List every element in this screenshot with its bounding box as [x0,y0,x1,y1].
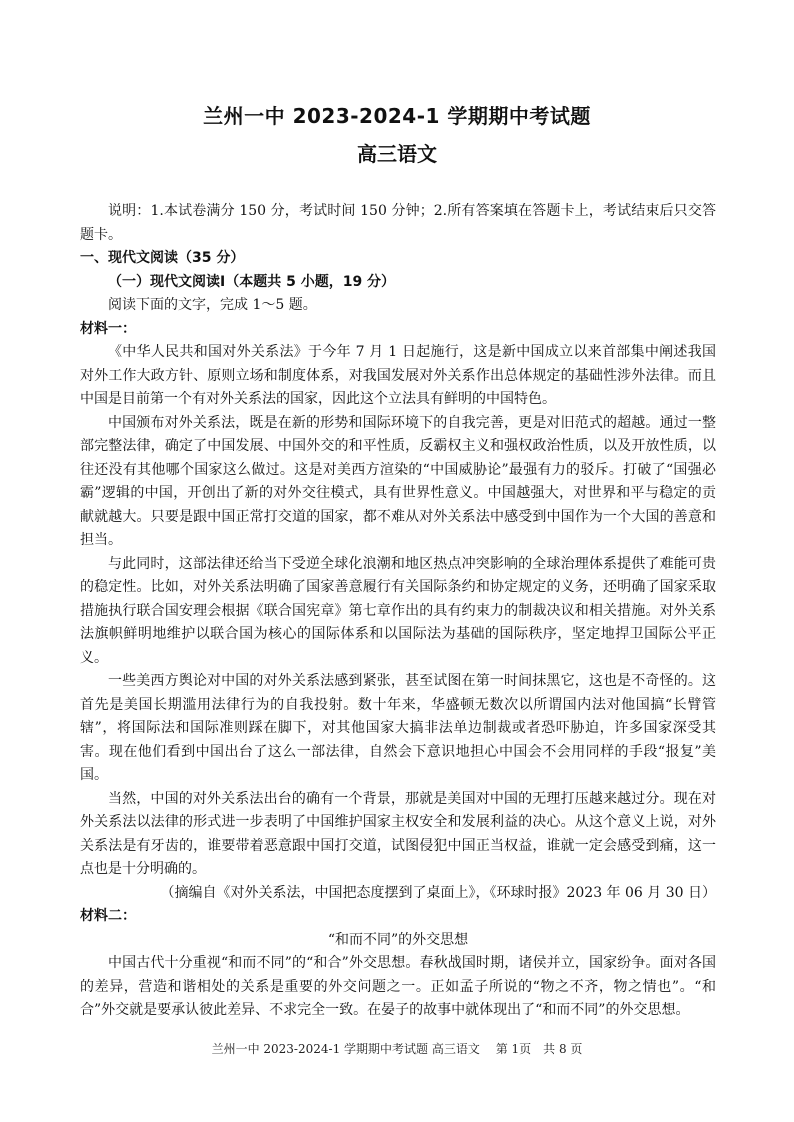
material1-paragraph: 一些美西方舆论对中国的对外关系法感到紧张，甚至试图在第一时间抹黑它，这也是不奇怪的。这首先是美国长期滥用法律行为的自我投射。数十年来，华盛顿无数次以所谓国内法对他国搞“长臂管辖”，将国际法和国际准则踩在脚下，对其他国家大搞非法单边制裁或者恐吓胁迫，许多国家深受其害。现在他们看到中国出台了这么一部法律，自然会下意识地担心中国会不会用同样的手段“报复”美国。 [80,673,716,783]
material2-label: 材料二： [80,908,136,924]
exam-title: 兰州一中 2023-2024-1 学期期中考试题 [203,104,591,128]
material1-paragraph: 当然，中国的对外关系法出台的确有一个背景，那就是美国对中国的无理打压越来越过分。现在对外关系法以法律的形式进一步表明了中国维护国家主权安全和发展利益的决心。从这个意义上说，对外关系法是有牙齿的，谁要带着恶意跟中国打交道，试图侵犯中国正当权益，谁就一定会感受到痛，这一点也是十分明确的。 [80,790,716,877]
material1-label: 材料一： [80,320,136,337]
material2-title: “和而不同”的外交思想 [327,931,469,948]
exam-subject: 高三语文 [357,142,437,166]
footer-page-number: 第 1页 共 8 页 [495,1042,583,1056]
material1-paragraph: 中国颁布对外关系法，既是在新的形势和国际环境下的自我完善，更是对旧范式的超越。通过一整部完整法律，确定了中国发展、中国外交的和平性质，反霸权主义和强权政治性质，以及开放性质，以往还没有其他哪个国家这么做过。这是对美西方渲染的“中国威胁论”最强有力的驳斥。打破了“国强必霸”逻辑的中国，开创出了新的对外交往模式，具有世界性意义。中国越强大，对世界和平与稳定的贡献就越大。只要是跟中国正常打交道的国家，都不难从对外关系法中感受到中国作为一个大国的善意和担当。 [80,414,716,548]
material2-paragraph: 中国古代十分重视“和而不同”的“和合”外交思想。春秋战国时期，诸侯并立，国家纷争。面对各国的差异，营造和谐相处的关系是重要的外交问题之一。正如孟子所说的“物之不齐，物之情也”。“和合”外交就是要承认彼此差异、不求完全一致。在晏子的故事中就体现出了“和而不同”的外交思想。 [80,955,716,1018]
section-heading: 一、现代文阅读（35 分） [80,250,245,266]
footer-exam-title: 兰州一中 2023-2024-1 学期期中考试题 高三语文 [211,1042,480,1056]
page-footer [0,1040,794,1057]
exam-body [80,200,716,1023]
material1-source: （摘编自《对外关系法，中国把态度摆到了桌面上》，《环球时报》2023 年 06 月 30 日） [160,884,716,901]
instructions-note: 说明：1.本试卷满分 150 分，考试时间 150 分钟；2.所有答案填在答题卡上，考试结束后只交答题卡。 [80,203,716,243]
material1-paragraph: 与此同时，这部法律还给当下受逆全球化浪潮和地区热点冲突影响的全球治理体系提供了难能可贵的稳定性。比如，对外关系法明确了国家善意履行有关国际条约和协定规定的义务，还明确了国家采取措施执行联合国安理会根据《联合国宪章》第七章作出的具有约束力的制裁决议和相关措施。对外关系法旗帜鲜明地维护以联合国为核心的国际体系和以国际法为基础的国际秩序，坚定地捍卫国际公平正义。 [80,555,716,666]
subsection-heading: （一）现代文阅读Ⅰ（本题共 5 小题，19 分） [108,273,396,290]
material1-paragraph: 《中华人民共和国对外关系法》于今年 7 月 1 日起施行，这是新中国成立以来首部集中阐述我国对外工作大政方针、原则立场和制度体系，对我国发展对外关系作出总体规定的基础性涉外法律。而且中国是目前第一个有对外关系法的国家，因此这个立法具有鲜明的中国特色。 [80,344,716,407]
reading-instruction: 阅读下面的文字，完成 1～5 题。 [108,297,317,313]
